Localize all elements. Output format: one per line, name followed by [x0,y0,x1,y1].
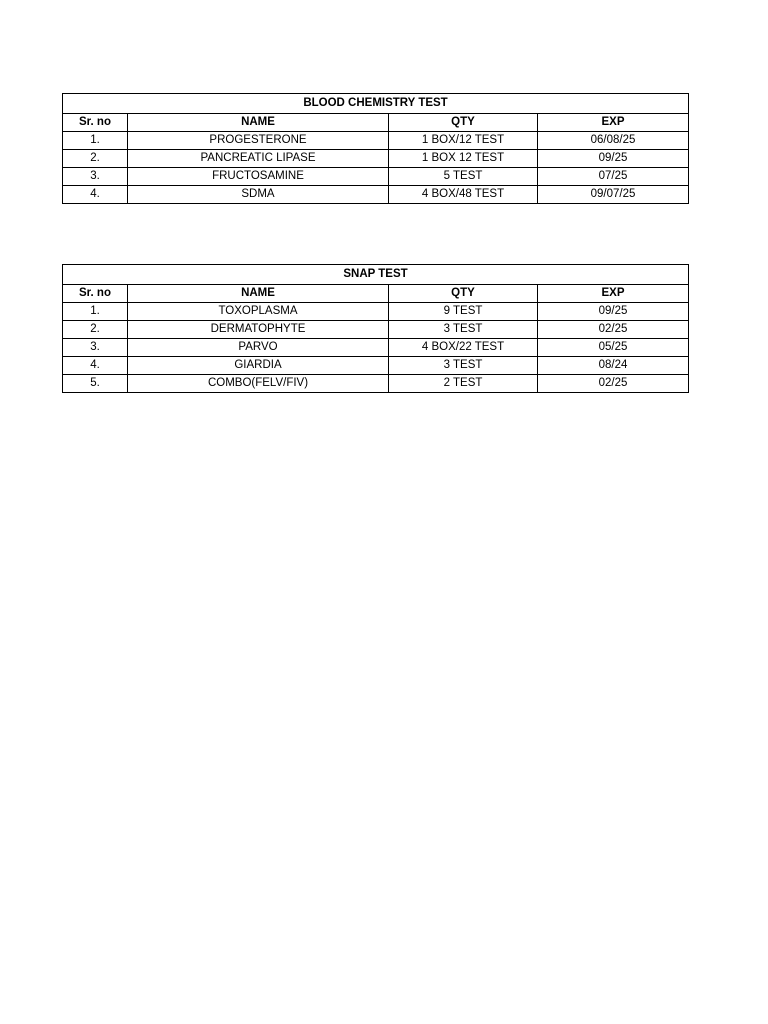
cell-sr-no: 2. [63,321,128,339]
cell-qty: 9 TEST [389,303,538,321]
cell-name: PROGESTERONE [128,132,389,150]
column-header-name: NAME [128,285,389,303]
table-header-row [63,285,689,303]
cell-qty: 3 TEST [389,357,538,375]
cell-name: PANCREATIC LIPASE [128,150,389,168]
cell-name: TOXOPLASMA [128,303,389,321]
blood-chemistry-table [62,93,689,204]
cell-qty: 2 TEST [389,375,538,393]
cell-exp: 06/08/25 [538,132,689,150]
table-row [63,186,689,204]
cell-qty: 1 BOX/12 TEST [389,132,538,150]
table-title-row [63,265,689,285]
cell-name: DERMATOPHYTE [128,321,389,339]
column-header-qty: QTY [389,114,538,132]
column-header-name: NAME [128,114,389,132]
cell-qty: 3 TEST [389,321,538,339]
cell-exp: 07/25 [538,168,689,186]
cell-sr-no: 4. [63,357,128,375]
table-row [63,375,689,393]
cell-qty: 4 BOX/48 TEST [389,186,538,204]
column-header-sr-no: Sr. no [63,285,128,303]
cell-sr-no: 3. [63,168,128,186]
table-row [63,150,689,168]
table-title: BLOOD CHEMISTRY TEST [63,94,689,114]
snap-test-table [62,264,689,393]
cell-name: GIARDIA [128,357,389,375]
cell-sr-no: 1. [63,303,128,321]
table-row [63,132,689,150]
table-row [63,168,689,186]
cell-sr-no: 1. [63,132,128,150]
table-title: SNAP TEST [63,265,689,285]
cell-exp: 09/25 [538,303,689,321]
cell-exp: 08/24 [538,357,689,375]
cell-exp: 02/25 [538,375,689,393]
table-row [63,303,689,321]
cell-name: SDMA [128,186,389,204]
cell-sr-no: 2. [63,150,128,168]
table-title-row [63,94,689,114]
column-header-sr-no: Sr. no [63,114,128,132]
table-row [63,357,689,375]
column-header-exp: EXP [538,114,689,132]
cell-qty: 4 BOX/22 TEST [389,339,538,357]
cell-exp: 09/25 [538,150,689,168]
table-row [63,339,689,357]
table-header-row [63,114,689,132]
cell-name: PARVO [128,339,389,357]
column-header-qty: QTY [389,285,538,303]
cell-exp: 09/07/25 [538,186,689,204]
cell-sr-no: 5. [63,375,128,393]
cell-qty: 5 TEST [389,168,538,186]
cell-sr-no: 3. [63,339,128,357]
cell-sr-no: 4. [63,186,128,204]
table-row [63,321,689,339]
column-header-exp: EXP [538,285,689,303]
cell-name: FRUCTOSAMINE [128,168,389,186]
cell-exp: 02/25 [538,321,689,339]
cell-name: COMBO(FELV/FIV) [128,375,389,393]
cell-exp: 05/25 [538,339,689,357]
cell-qty: 1 BOX 12 TEST [389,150,538,168]
